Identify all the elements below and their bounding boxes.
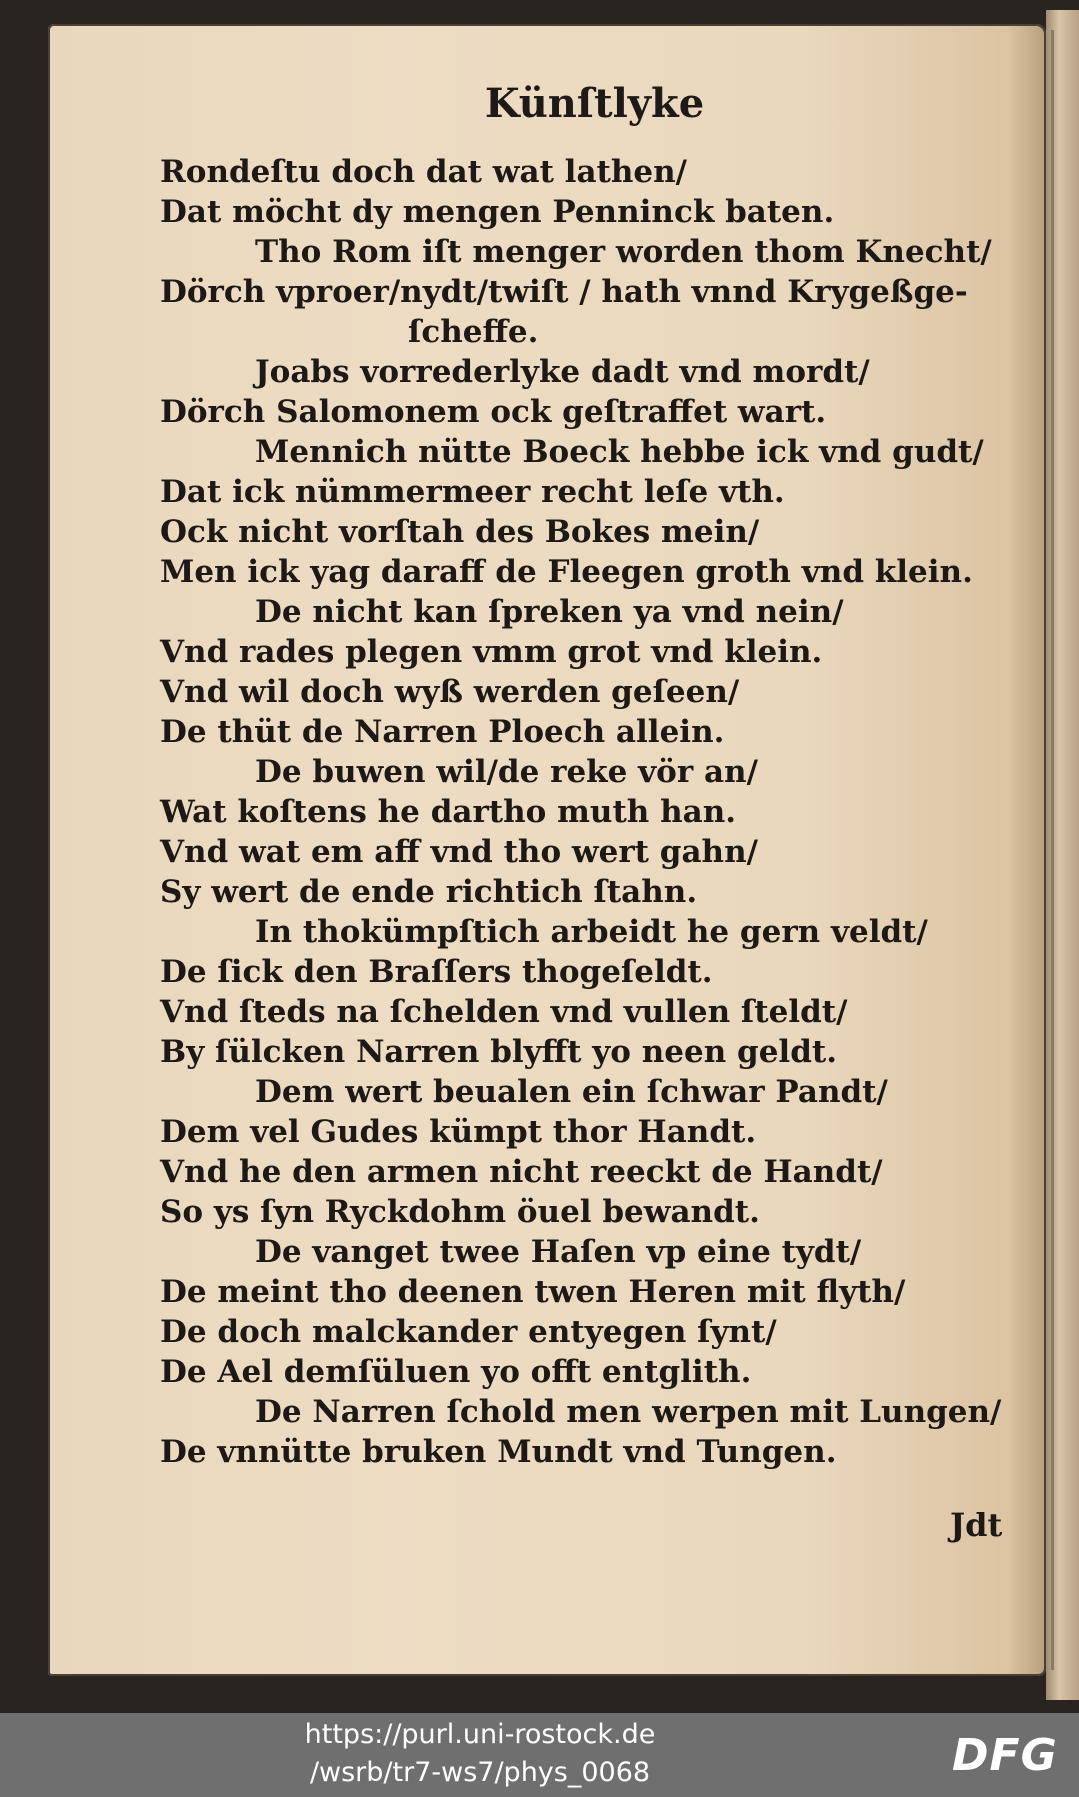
verse-line: De Ael demſüluen yo offt entglith. [160,1354,752,1390]
verse-line: De ſick den Braſſers thogeſeldt. [160,954,713,990]
verse-line: De doch malckander entyegen ſynt/ [160,1314,777,1350]
verse-line: Vnd wat em aff vnd tho wert gahn/ [160,834,758,870]
permalink-line-1[interactable]: https://purl.uni-rostock.de [304,1719,656,1750]
dfg-logo: DFG [952,1730,1058,1781]
verse-line: Men ick yag daraff de Fleegen groth vnd klein. [160,554,973,590]
verse-line: Vnd wil doch wyß werden geſeen/ [160,674,740,710]
verse-line: De meint tho deenen twen Heren mit flyth/ [160,1274,906,1310]
verse-line: Ock nicht vorſtah des Bokes mein/ [160,514,760,550]
page-heading: Künſtlyke [484,80,705,127]
verse-line: Dem wert beualen ein ſchwar Pandt/ [255,1074,888,1110]
verse-line: Dat ick nümmermeer recht leſe vth. [160,474,785,510]
page-gutter [1051,30,1054,1670]
verse-line: De thüt de Narren Ploech allein. [160,714,725,750]
verse-line: Dat möcht dy mengen Penninck baten. [160,194,835,230]
verse-line: Sy wert de ende richtich ſtahn. [160,874,698,910]
verse-line: In thokümpſtich arbeidt he gern veldt/ [255,914,928,950]
verse-line: Dörch Salomonem ock geſtraffet wart. [160,394,827,430]
verse-line: Dörch vproer/nydt/twiſt / hath vnnd Krygeßge- [160,274,968,310]
verse-line: Rondeſtu doch dat wat lathen/ [160,154,687,190]
verse-line: Mennich nütte Boeck hebbe ick vnd gudt/ [255,434,984,470]
verse-line: De Narren ſchold men werpen mit Lungen/ [255,1394,1002,1430]
verse-text [160,152,1030,1472]
catchword: Jdt [950,1506,1003,1544]
verse-line: De nicht kan ſpreken ya vnd nein/ [255,594,844,630]
verse-line: By ſülcken Narren blyfft yo neen geldt. [160,1034,837,1070]
verse-line: Wat koſtens he dartho muth han. [160,794,737,830]
verse-line: Vnd he den armen nicht reeckt de Handt/ [160,1154,883,1190]
verse-line: Vnd ſteds na ſchelden vnd vullen ſteldt/ [160,994,848,1030]
verse-line: De vnnütte bruken Mundt vnd Tungen. [160,1434,837,1470]
verse-line: Joabs vorrederlyke dadt vnd mordt/ [255,354,870,390]
verse-line: Vnd rades plegen vmm grot vnd klein. [160,634,823,670]
verse-line: So ys ſyn Ryckdohm öuel bewandt. [160,1194,760,1230]
verse-line: De vanget twee Haſen vp eine tydt/ [255,1234,862,1270]
verse-line: Tho Rom iſt menger worden thom Knecht/ [255,234,992,270]
verse-line: De buwen wil/de reke vör an/ [255,754,758,790]
verse-line: ſcheffe. [408,314,539,350]
permalink-line-2[interactable]: /wsrb/tr7-ws7/phys_0068 [309,1757,651,1788]
verse-line: Dem vel Gudes kümpt thor Handt. [160,1114,757,1150]
permalink[interactable] [0,1716,960,1792]
